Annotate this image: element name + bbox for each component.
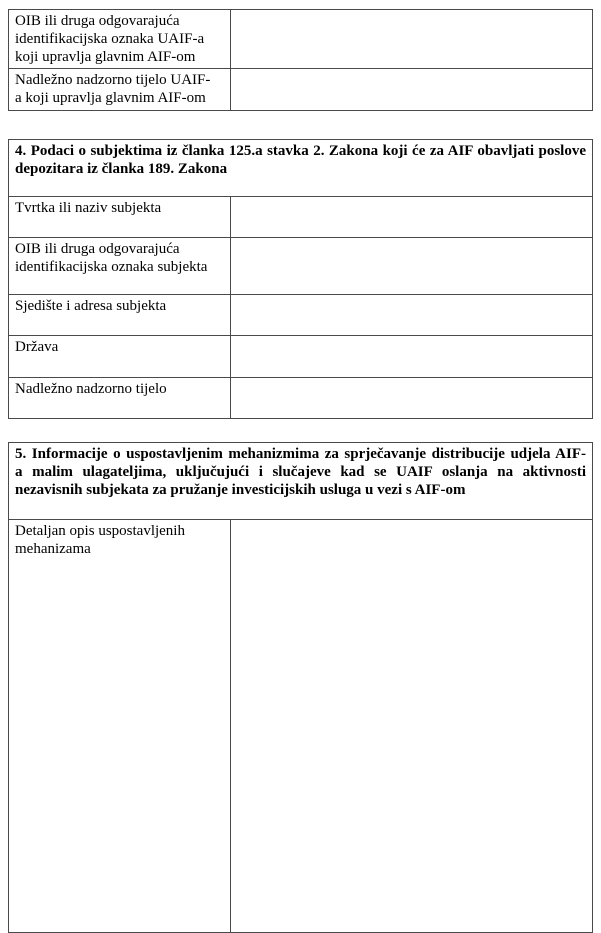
text-line: depozitara iz članka 189. Zakona [15, 161, 228, 177]
table-row [9, 10, 593, 69]
text-line: nezavisnih subjekata za pružanje investicijskih usluga u vezi s AIF-om [15, 482, 466, 498]
text-line: Detaljan opis uspostavljenih [15, 523, 185, 539]
field-label-nadzorno-tijelo: Nadležno nadzorno tijelo [9, 378, 231, 419]
table-row [9, 378, 593, 419]
text-line: koji upravlja glavnim AIF-om [15, 49, 196, 65]
field-value-detaljan-opis [231, 520, 593, 933]
table-row [9, 69, 593, 111]
field-value-uaif-oib [231, 10, 593, 69]
field-label-uaif-nadzorno-tijelo [9, 69, 231, 111]
field-label-drzava: Država [9, 336, 231, 378]
text-line: OIB ili druga odgovarajuća [15, 13, 180, 29]
field-value-nadzorno-tijelo [231, 378, 593, 419]
text-line: a koji upravlja glavnim AIF-om [15, 90, 206, 106]
field-value-drzava [231, 336, 593, 378]
text-line: 5. Informacije o uspostavljenim mehanizmima za sprječavanje distribucije udjela AIF- [15, 446, 586, 462]
table-row [9, 520, 593, 933]
table-row [9, 295, 593, 336]
table-row [9, 140, 593, 197]
table-row [9, 197, 593, 238]
table-row [9, 443, 593, 520]
field-label-oib-subjekta [9, 238, 231, 295]
text-line: 4. Podaci o subjektima iz članka 125.a stavka 2. Zakona koji će za AIF obavljati poslove [15, 143, 586, 159]
continuation-table [8, 9, 593, 111]
text-line: Nadležno nadzorno tijelo UAIF- [15, 72, 211, 88]
field-value-oib-subjekta [231, 238, 593, 295]
field-label-tvrtka: Tvrtka ili naziv subjekta [9, 197, 231, 238]
section5-heading [9, 443, 593, 520]
text-line: identifikacijska oznaka subjekta [15, 259, 208, 275]
text-line: mehanizama [15, 541, 91, 557]
section4-table [8, 139, 593, 419]
section5-table [8, 442, 593, 933]
field-value-tvrtka [231, 197, 593, 238]
field-label-detaljan-opis [9, 520, 231, 933]
text-line: a malim ulagateljima, uključujući i slučajeve kad se UAIF oslanja na aktivnosti [15, 464, 586, 480]
table-row [9, 238, 593, 295]
field-label-sjediste: Sjedište i adresa subjekta [9, 295, 231, 336]
text-line: identifikacijska oznaka UAIF-a [15, 31, 205, 47]
field-value-sjediste [231, 295, 593, 336]
section4-heading [9, 140, 593, 197]
field-label-uaif-oib [9, 10, 231, 69]
text-line: OIB ili druga odgovarajuća [15, 241, 180, 257]
field-value-uaif-nadzorno-tijelo [231, 69, 593, 111]
table-row [9, 336, 593, 378]
